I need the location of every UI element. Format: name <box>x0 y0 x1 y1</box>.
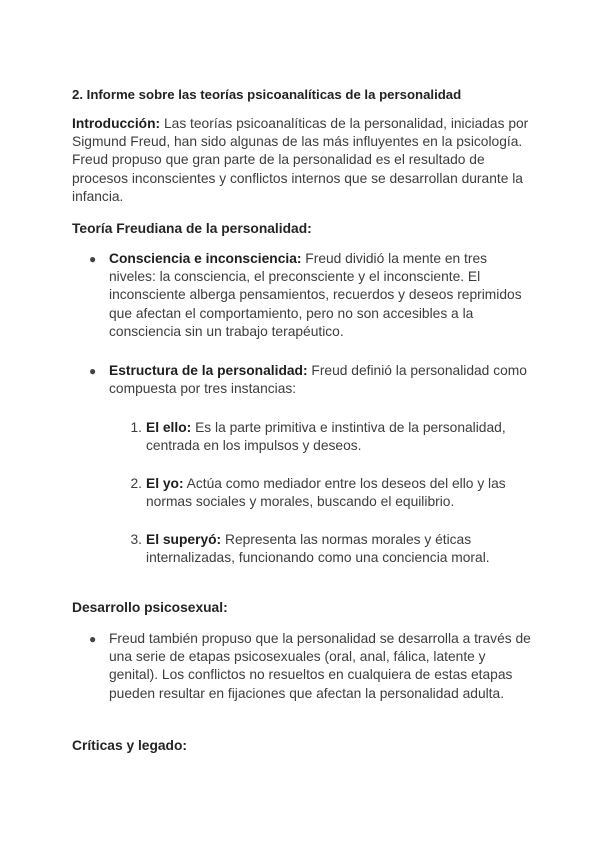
intro-text: Las teorías psicoanalíticas de la personalidad, iniciadas por Sigmund Freud, han sido algunas de las más influyentes en la psicología. Freud propuso que gran parte de la personalidad es el resultado de procesos inconscientes y conflictos internos que se desarrollan durante la infancia. <box>72 116 529 204</box>
bullet-icon: ● <box>89 252 97 266</box>
intro-label: Introducción: <box>72 116 161 131</box>
numbered-item-yo <box>146 475 526 511</box>
list-number: 1. <box>130 420 142 435</box>
list-number: 2. <box>130 476 142 491</box>
numbered-label: El ello: <box>146 420 192 435</box>
numbered-text: Representa las normas morales y éticas internalizadas, funcionando como una conciencia moral. <box>146 532 490 566</box>
section-heading-psicosexual: Desarrollo psicosexual: <box>72 600 228 615</box>
numbered-item-ello <box>146 419 526 455</box>
section-heading-freud: Teoría Freudiana de la personalidad: <box>72 221 312 236</box>
numbered-label: El superyó: <box>146 532 222 547</box>
bullet-item-psicosexual: Freud también propuso que la personalidad se desarrolla a través de una serie de etapas psicosexuales (oral, anal, fálica, latente y genital). Los conflictos no resueltos en cualquiera de estas etapas pueden resultar en fijaciones que afectan la personalidad adulta. <box>109 631 531 701</box>
numbered-text: Es la parte primitiva e instintiva de la personalidad, centrada en los impulsos y deseos. <box>146 420 506 454</box>
bullet-icon: ● <box>89 632 97 646</box>
bullet-icon: ● <box>89 364 97 378</box>
bullet-item-estructura <box>109 362 533 398</box>
intro-paragraph <box>72 115 532 206</box>
list-number: 3. <box>130 532 142 547</box>
numbered-item-superyo <box>146 531 526 567</box>
numbered-text: Actúa como mediador entre los deseos del ello y las normas sociales y morales, buscando el equilibrio. <box>146 476 506 510</box>
document-title: 2. Informe sobre las teorías psicoanalíticas de la personalidad <box>72 87 462 102</box>
bullet-label: Estructura de la personalidad: <box>109 363 308 378</box>
section-heading-criticas: Críticas y legado: <box>72 738 188 753</box>
bullet-label: Consciencia e inconsciencia: <box>109 251 302 266</box>
bullet-item-consciencia <box>109 250 533 341</box>
numbered-label: El yo: <box>146 476 184 491</box>
bullet-text: Freud dividió la mente en tres niveles: la consciencia, el preconsciente y el inconsciente. El inconsciente alberga pensamientos, recuerdos y deseos reprimidos que afectan el comportamiento, pero no son accesibles a la consciencia sin un trabajo terapéutico. <box>109 251 522 339</box>
bullet-text: Freud definió la personalidad como compuesta por tres instancias: <box>109 363 527 397</box>
